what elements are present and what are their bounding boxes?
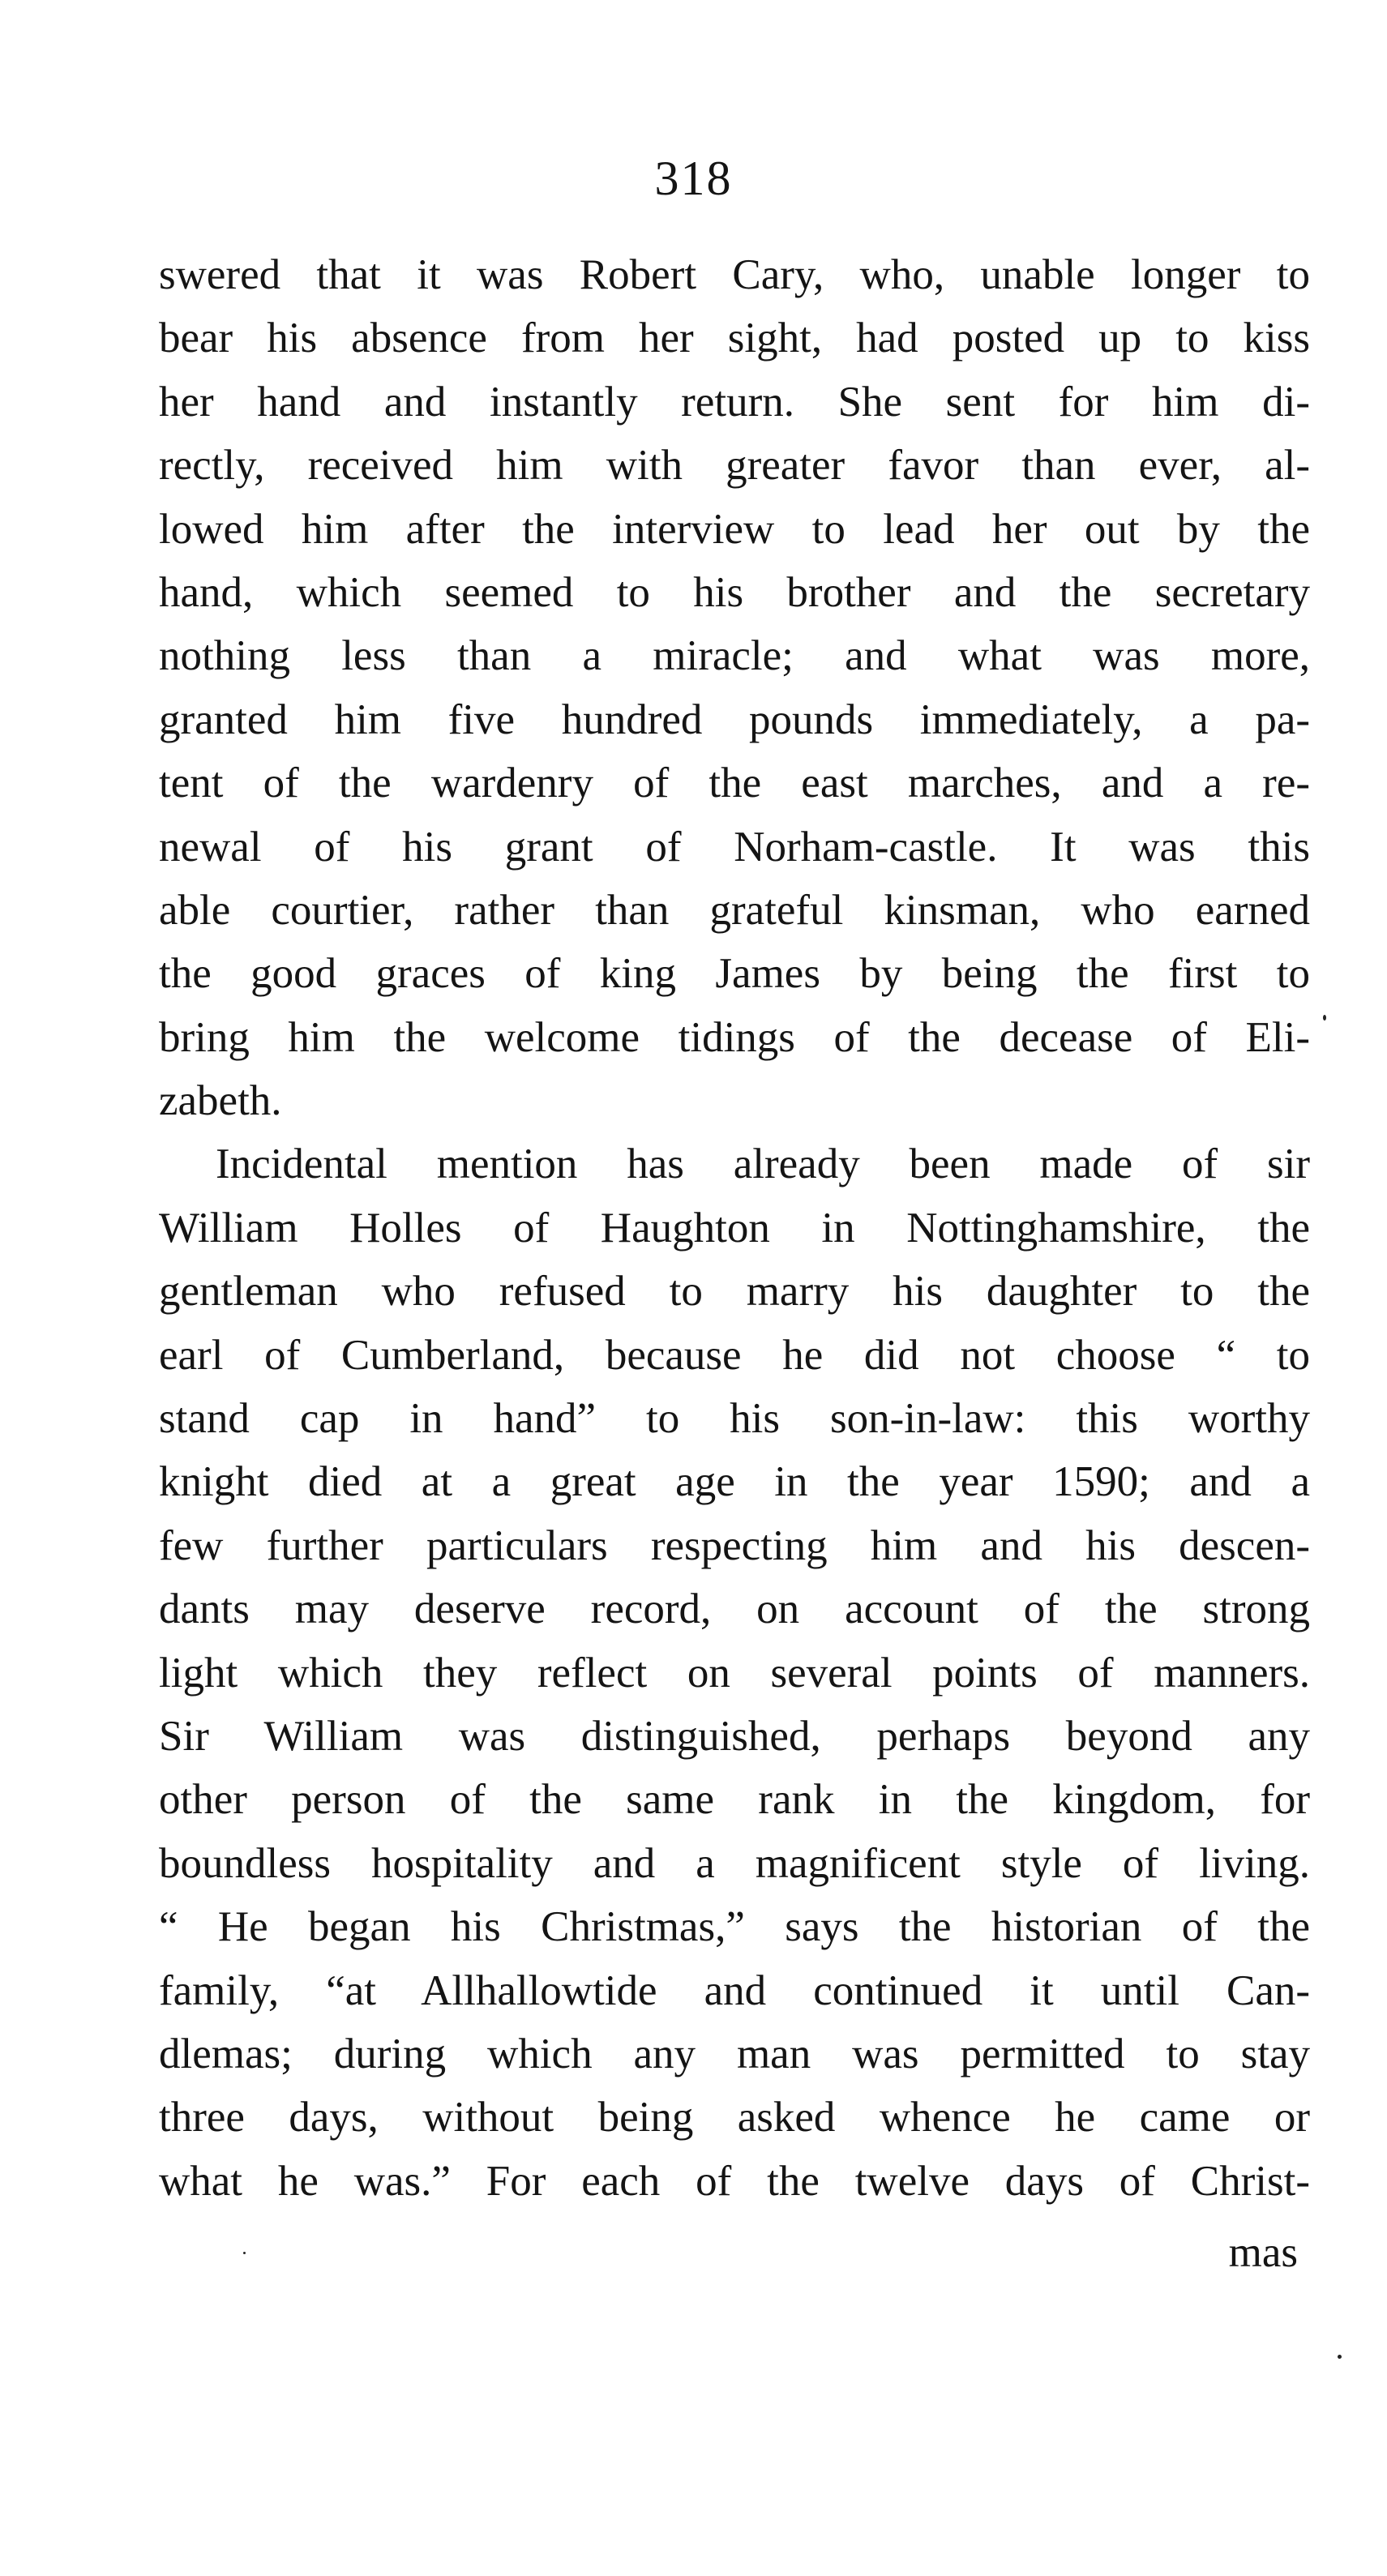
text-line: gentleman who refused to marry his daughter to the <box>159 1268 1310 1316</box>
text-line: newal of his grant of Norham-castle. It was this <box>159 823 1310 871</box>
text-line: light which they reflect on several points of manners. <box>159 1649 1310 1697</box>
text-line: three days, without being asked whence he came or <box>159 2094 1310 2142</box>
text-line: stand cap in hand” to his son-in-law: this worthy <box>159 1395 1310 1443</box>
text-line: nothing less than a miracle; and what was more, <box>159 632 1310 680</box>
text-line: tent of the wardenry of the east marches, and a re- <box>159 760 1310 807</box>
text-line: her hand and instantly return. She sent for him di- <box>159 378 1310 426</box>
page-number: 318 <box>654 152 733 205</box>
ink-speck <box>243 2252 246 2254</box>
paragraph-2 <box>159 1132 1310 2213</box>
text-line: bring him the welcome tidings of the decease of Eli- <box>159 1013 1310 1061</box>
text-line: lowed him after the interview to lead her out by the <box>159 505 1310 553</box>
text-line: zabeth. <box>159 1077 282 1125</box>
text-line: what he was.” For each of the twelve days of Christ- <box>159 2157 1310 2205</box>
ink-speck <box>1338 2355 1342 2359</box>
text-line: bear his absence from her sight, had posted up to kiss <box>159 315 1310 362</box>
text-line: swered that it was Robert Cary, who, unable longer to <box>159 251 1310 298</box>
text-line: granted him five hundred pounds immediately, a pa- <box>159 695 1310 743</box>
text-line: Sir William was distinguished, perhaps beyond any <box>159 1712 1310 1760</box>
text-line: few further particulars respecting him and his descen- <box>159 1521 1310 1569</box>
text-line: dlemas; during which any man was permitted to stay <box>159 2030 1310 2077</box>
text-line: dants may deserve record, on account of the strong <box>159 1585 1310 1633</box>
catchword: mas <box>1228 2229 1298 2276</box>
paragraph-1 <box>159 243 1310 1132</box>
text-line: other person of the same rank in the kingdom, for <box>159 1776 1310 1824</box>
text-line: rectly, received him with greater favor than ever, al- <box>159 442 1310 490</box>
text-line: able courtier, rather than grateful kinsman, who earned <box>159 886 1310 934</box>
text-line: “ He began his Christmas,” says the historian of the <box>159 1903 1310 1951</box>
text-line: hand, which seemed to his brother and the secretary <box>159 568 1310 616</box>
text-line: family, “at Allhallowtide and continued it until Can- <box>159 1966 1310 2014</box>
text-line: knight died at a great age in the year 1590; and a <box>159 1458 1310 1506</box>
body-text <box>159 243 1310 2213</box>
text-line: Incidental mention has already been made of sir <box>216 1140 1310 1188</box>
text-line: earl of Cumberland, because he did not choose “ to <box>159 1331 1310 1379</box>
text-line: boundless hospitality and a magnificent style of living. <box>159 1839 1310 1887</box>
text-line: William Holles of Haughton in Nottinghamshire, the <box>159 1204 1310 1252</box>
ink-speck <box>1323 1015 1326 1021</box>
text-line: the good graces of king James by being the first to <box>159 950 1310 998</box>
